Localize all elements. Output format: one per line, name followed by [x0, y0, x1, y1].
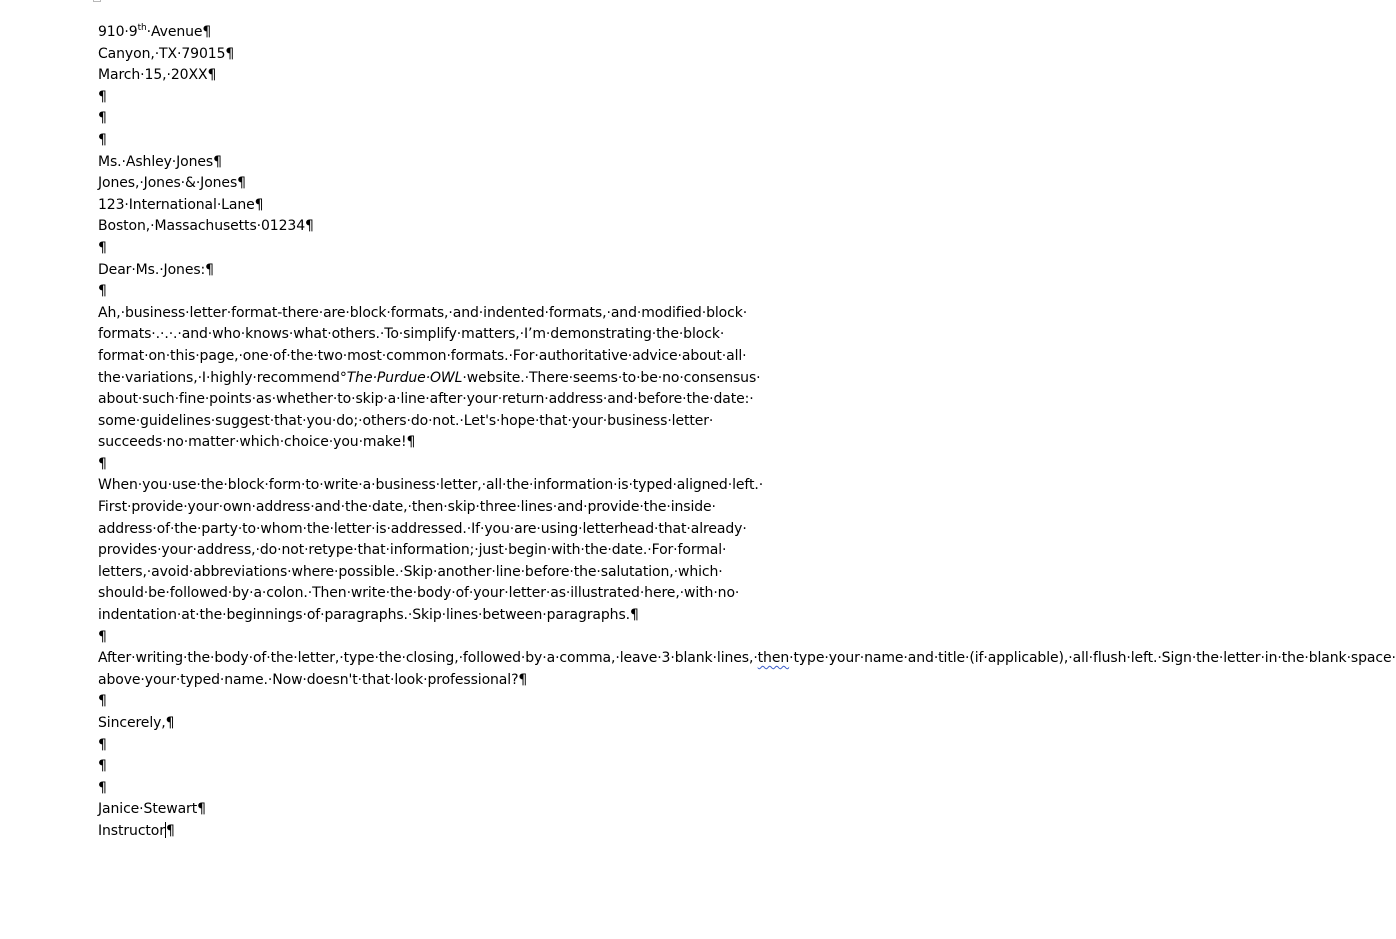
- salutation: Dear·Ms.·Jones:¶: [98, 261, 214, 278]
- body-paragraph-2: When·you·use·the·block·form·to·write·a·business·letter,·all·the·information·is·typed·aligned·left.· First·provide·your·own·address·and·the·date,·then·skip·three·lines·and·provide·the·inside· address·of·the·party·to·whom·the·letter·is·addressed.·If·you·are·using·letterhead·that·already· provides·your·address,·do·not·retype·that·information;·just·begin·with·the·date.·For·formal· letters,·avoid·abbreviations·where·possible.·Skip·another·line·before·the·salutation,·which· should·be·followed·by·a·colon.·Then·write·the·body·of·your·letter·as·illustrated·here,·with·no· indentation·at·the·beginnings·of·paragraphs.·Skip·lines·between·paragraphs.¶: [98, 477, 768, 624]
- paragraph-text: ·website.·There·seems·to·be·no·consensus· about·such·fine·points·as·whether·to·skip·a·line·after·your·return·address·and·before·the·date:· some·guidelines·suggest·that·you·do;·others·do·not.·Let's·hope·that·your·business·letter· succeeds·no·matter·which·choice·you·make!¶: [98, 369, 765, 451]
- paragraph-mark: ¶: [165, 822, 175, 839]
- blank-line: ¶: [98, 110, 107, 127]
- paragraph-text: ·type·your·name·and·title·(if·applicable),·all·flush·left.·Sign·the·letter·in·the·blank·space· above·your·typed·name.·Now·doesn't·that·look·professional?¶: [98, 650, 1396, 688]
- inside-address-company: Jones,·Jones·&·Jones¶: [98, 175, 246, 192]
- blank-line: ¶: [98, 239, 107, 256]
- street-number: 910·9: [98, 24, 138, 40]
- street-name: ·Avenue¶: [146, 24, 212, 40]
- closing: Sincerely,¶: [98, 715, 175, 731]
- blank-line: ¶: [98, 779, 107, 796]
- blank-line: ¶: [98, 628, 107, 645]
- body-paragraph-3: [98, 648, 1396, 691]
- letter-date: March·15,·20XX¶: [98, 67, 217, 84]
- blank-line: ¶: [98, 88, 107, 105]
- inside-address-street: 123·International·Lane¶: [98, 196, 264, 213]
- signer-name: Janice·Stewart¶: [98, 801, 206, 818]
- inside-address-city: Boston,·Massachusetts·01234¶: [98, 218, 314, 235]
- blank-line: ¶: [98, 283, 107, 300]
- blank-line: ¶: [98, 131, 107, 148]
- blank-line: ¶: [98, 758, 107, 775]
- return-address-street: [98, 22, 798, 44]
- return-address-city: Canyon,·TX·79015¶: [98, 45, 235, 62]
- page-corner-marker: [93, 0, 101, 2]
- body-paragraph-1: [98, 303, 798, 454]
- blank-line: ¶: [98, 693, 107, 710]
- signer-title: Instructor: [98, 822, 165, 839]
- grammar-flagged-word[interactable]: then: [757, 650, 790, 667]
- signer-title-line: [98, 821, 798, 843]
- paragraph-text: Ah,·business·letter·format-there·are·block·formats,·and·indented·formats,·and·modified·block· formats·.·.·.·and·who·knows·what·others.·To·simplify·matters,·I’m·demonstrating·the·block· format·on·this·page,·one·of·the·two·most·common·formats.·For·authoritative·advice·about·all· the·variations,·I·highly·recommend°: [98, 304, 752, 386]
- blank-line: ¶: [98, 736, 107, 753]
- italic-title: The·Purdue·OWL: [346, 369, 463, 386]
- paragraph-text: After·writing·the·body·of·the·letter,·type·the·closing,·followed·by·a·comma,·leave·3·blank·lines,·: [98, 650, 758, 667]
- blank-line: ¶: [98, 455, 107, 472]
- document-body[interactable]: [98, 22, 1396, 843]
- ordinal-superscript: th: [137, 23, 147, 33]
- inside-address-name: Ms.·Ashley·Jones¶: [98, 153, 222, 170]
